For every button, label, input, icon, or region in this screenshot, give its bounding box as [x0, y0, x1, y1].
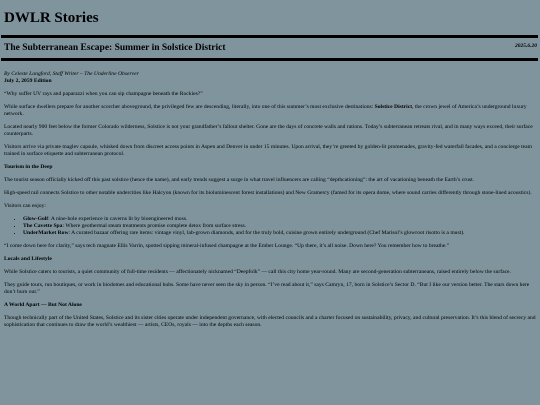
paragraph: High-speed rail connects Solstice to other notable undercities like Halcyon (known for its bioluminescent forest installations) and New Gramercy (famed for its opera dome, where sound carries differently through stone-lined acoustics).	[4, 190, 532, 196]
paragraph: “I come down here for clarity,” says tech magnate Ellis Varrin, spotted sipping mineral-infused champagne at the Ember Lounge. “Up there, it’s all noise. Down here? You remember how to breathe.”	[4, 243, 450, 249]
article-date: 2025.6.20	[515, 43, 537, 49]
article-title: The Subterranean Escape: Summer in Solstice District	[4, 43, 226, 53]
paragraph: Visitors arrive via private maglev capsule, whisked down from discreet access points in Aspen and Denver in under 15 minutes. Upon arrival, they’re greeted by golden-lit promenades, gravity-fed waterfall facades, and a concierge team trained in surface etiquette and subterranean protocol.	[4, 144, 532, 157]
list-item	[23, 230, 536, 237]
list-item	[23, 216, 536, 223]
site-title: DWLR Stories	[4, 10, 99, 26]
paragraph-text: While surface dwellers prepare for another scorcher aboveground, the privileged few are descending, literally, into one of this summer’s most exclusive destinations:	[4, 104, 375, 110]
section-heading: Locals and Lifestyle	[4, 256, 52, 262]
list-item-text: : A nine-hole experience in caverns lit by bioengineered moss.	[48, 216, 188, 222]
byline: By Celeste Langford, Staff Writer – The Underline Observer	[4, 71, 139, 77]
highlight-text: Solstice District	[374, 104, 413, 110]
list-item	[23, 223, 536, 230]
paragraph	[4, 104, 536, 118]
list-item-title: The Cavette Spa	[23, 223, 63, 229]
section-heading: A World Apart — But Not Alone	[4, 302, 82, 308]
article-header-bar	[1, 35, 538, 61]
list-item-title: Glow-Golf	[23, 216, 49, 222]
paragraph: Though technically part of the United States, Solstice and its sister cities operate under independent governance, with elected councils and a charter focused on sustainability, privacy, and cultural preservation. It’s this blend of secrecy and sophistication that continues to draw the world’s wealthiest — artists, CEOs, royals — into the depths each season.	[4, 315, 536, 328]
paragraph: Visitors can enjoy:	[4, 203, 46, 209]
section-heading: Tourism in the Deep	[4, 164, 53, 170]
article-body	[0, 71, 540, 329]
list-item-text: : Where geothermal steam treatments promise complete detox from surface stress.	[62, 223, 247, 229]
dateline: July 2, 2059 Edition	[4, 78, 52, 84]
paragraph: While Solstice caters to tourists, a quiet community of full-time residents — affectionately nicknamed “Deepfolk” — call this city home year-round. Many are second-generation subterraneans, raised entirely below the surface.	[4, 269, 511, 275]
list-item-title: UnderMarket Row	[23, 230, 69, 236]
attractions-list	[4, 216, 536, 237]
paragraph: Located nearly 900 feet below the former Colorado wilderness, Solstice is not your grandfather’s fallout shelter. Gone are the days of concrete walls and rations. Today’s subterranean retreats rival, and in many ways exceed, their surface counterparts.	[4, 124, 533, 137]
list-item-text: : A curated bazaar offering rare items: vintage vinyl, lab-grown diamonds, and for the truly bold, cuisine grown entirely underground (Chef Marisol’s glowroot risotto is a must).	[68, 230, 465, 236]
pull-quote: “Why suffer UV rays and paparazzi when you can sip champagne beneath the Rockies?”	[4, 91, 203, 97]
paragraph: The tourist season officially kicked off this past solstice (hence the name), and early trends suggest a surge in what travel influencers are calling “depthcationing”: the art of vacationing beneath the Earth’s crust.	[4, 177, 475, 183]
paragraph: They guide tours, run boutiques, or work in biodomes and educational hubs. Some have never seen the sky in person. “I’ve read about it,” says Camryn, 17, born in Solstice’s Sector D. “But I like our version better. The stars down here don’t burn out.”	[4, 282, 530, 295]
paragraph-text: , the crown jewel of America’s underground luxury network.	[4, 104, 527, 117]
